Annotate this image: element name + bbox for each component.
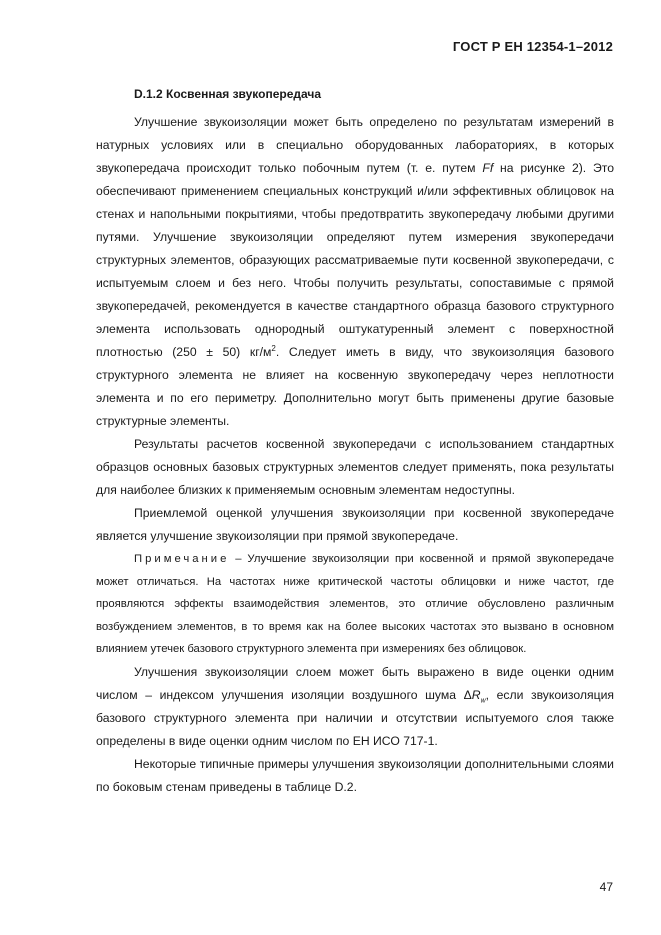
note-paragraph: [96, 548, 614, 661]
delta-symbol: Δ: [463, 687, 472, 702]
paragraph-4-part-b: , если звукоизоляция базового структурного элемента при наличии и отсутствии испытуемого слоя также определены в виде оценки одним числом по ЕН ИСО 717-1.: [96, 687, 614, 748]
paragraph-1-part-b: на рисунке 2). Это обеспечивают применением специальных конструкций и/или эффективных облицовок на стенах и напольными покрытиями, чтобы предотвратить звукопередачу любыми другими путями. Улучшение звукоизоляции определяют путем измерения звукопередачи структурных элементов, образующих рассматриваемые пути косвенной звукопередачи, с испытуемым слоем и без него. Чтобы получить результаты, сопоставимые с прямой звукопередачей, рекомендуется в качестве стандартного образца базового структурного элемента использовать однородный оштукатуренный элемент с поверхностной плотностью (250 ± 50) кг/м: [96, 161, 614, 359]
paragraph-4: [96, 661, 614, 753]
w-subscript: w: [480, 696, 486, 704]
path-ff-label: Ff: [482, 161, 494, 175]
section-title: D.1.2 Косвенная звукопередача: [134, 87, 322, 101]
paragraph-1: [96, 111, 614, 433]
paragraph-1-part-a: Улучшение звукоизоляции может быть определено по результатам измерений в натурных условиях или в специально оборудованных лабораториях, в которых звукопередача происходит только побочным путем (т. е. путем: [96, 115, 614, 175]
paragraph-3: Приемлемой оценкой улучшения звукоизоляции при косвенной звукопередаче является улучшение звукоизоляции при прямой звукопередаче.: [96, 506, 614, 543]
document-code-header: ГОСТ Р ЕН 12354-1–2012: [452, 39, 613, 54]
paragraph-1-part-c: . Следует иметь в виду, что звукоизоляция базового структурного элемента не влияет на косвенную звукопередачу через неплотности элемента и по его периметру. Дополнительно могут быть применены другие базовые структурные элементы.: [96, 345, 614, 428]
note-text: – Улучшение звукоизоляции при косвенной и прямой звукопередаче может отличаться. На частотах ниже критической частоты облицовки и ниже частот, где проявляются эффекты взаимодействия элементов, это отличие обусловлено различным возбуждением элементов, в то время как на более высоких частотах это вызвано в основном влиянием утечек базового структурного элемента при измерениях без облицовок.: [96, 553, 614, 655]
paragraph-5: Некоторые типичные примеры улучшения звукоизоляции дополнительными слоями по боковым стенам приведены в таблице D.2.: [96, 756, 614, 794]
body-text: [96, 111, 614, 799]
page-number: 47: [599, 880, 613, 894]
note-label: Примечание: [134, 553, 230, 565]
paragraph-4-part-a: Улучшения звукоизоляции слоем может быть выражено в виде оценки одним числом – индексом улучшения изоляции воздушного шума: [96, 664, 614, 702]
r-symbol: R: [471, 687, 481, 702]
superscript-2: 2: [271, 343, 276, 353]
paragraph-2: Результаты расчетов косвенной звукопередачи с использованием стандартных образцов основных базовых структурных элементов следует применять, пока результаты для наиболее близких к применяемым основным элементам недоступны.: [96, 437, 614, 497]
